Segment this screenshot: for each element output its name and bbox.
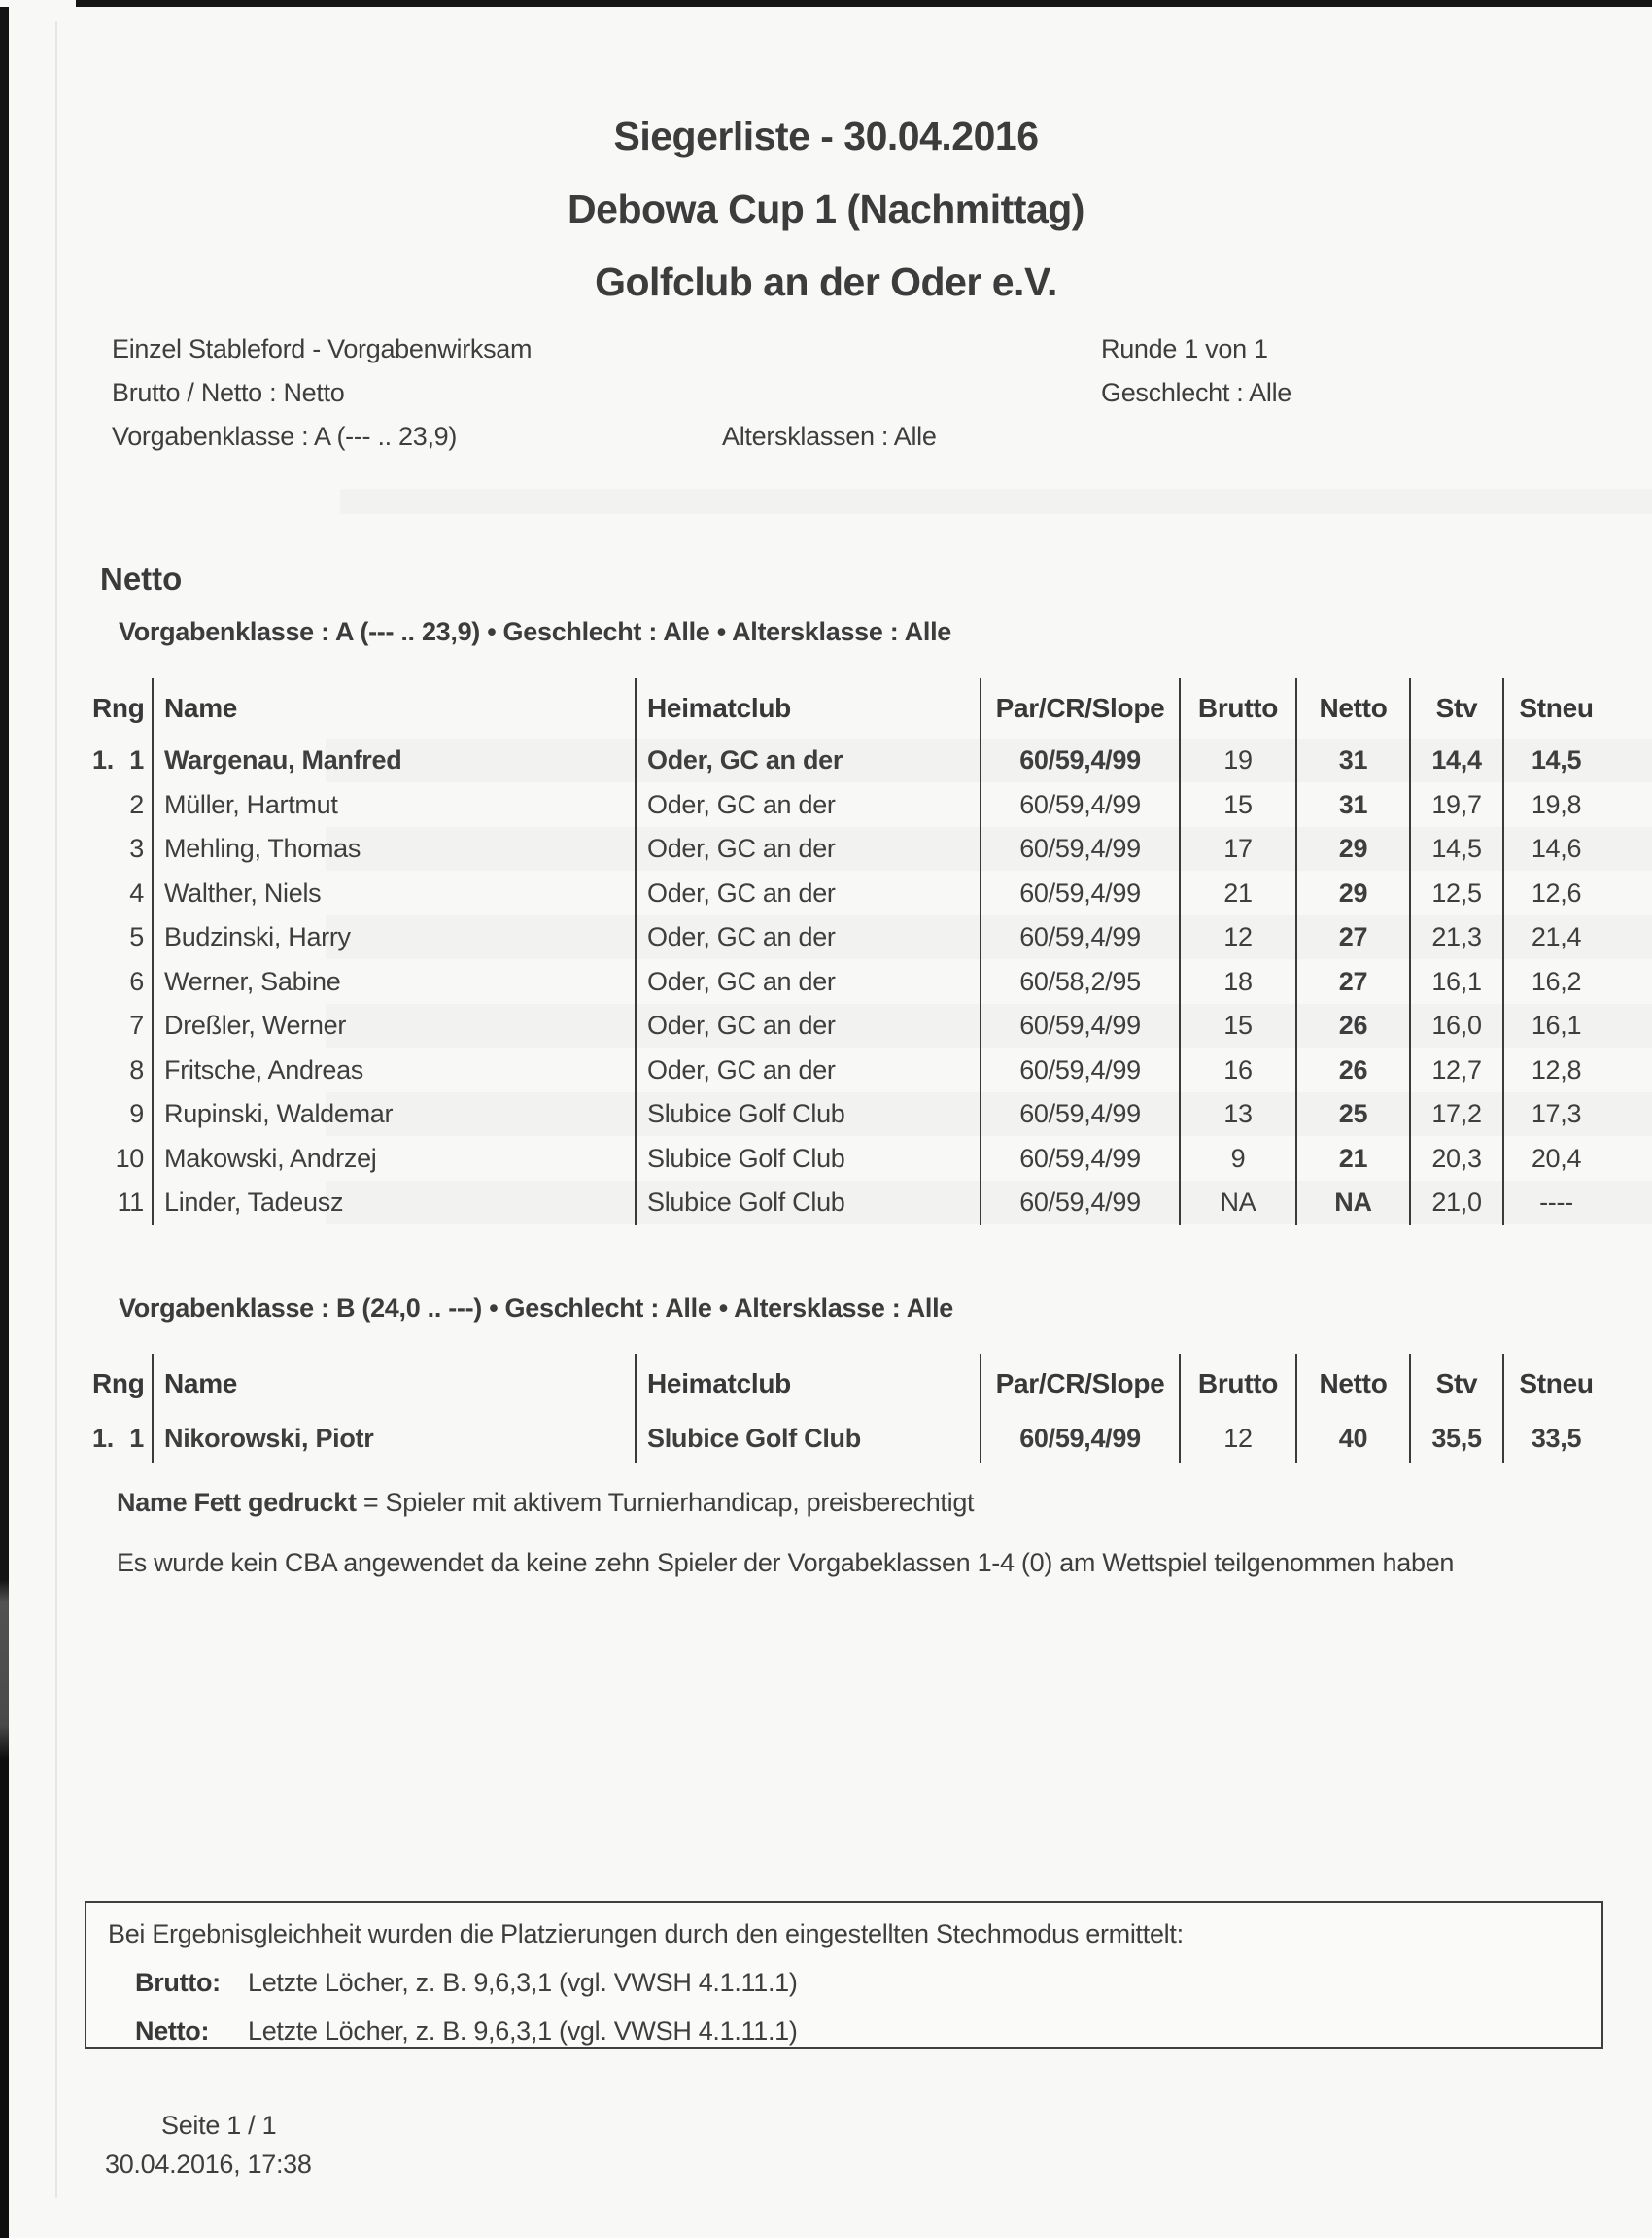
footnote-rest: = Spieler mit aktivem Turnierhandicap, preisberechtigt: [356, 1488, 975, 1517]
runde: Runde 1 von 1: [1101, 334, 1268, 363]
cell-name: Walther, Niels: [154, 872, 637, 916]
cell-brutto: 15: [1181, 1004, 1297, 1049]
cell-netto: 27: [1297, 915, 1411, 960]
cell-stneu: 14,6: [1531, 834, 1582, 864]
page-title: Siegerliste - 30.04.2016: [613, 114, 1039, 158]
cell-pos: 1.: [92, 745, 114, 775]
cell-club: Oder, GC an der: [637, 783, 981, 828]
cell-stneu: 33,5: [1531, 1423, 1582, 1453]
vorgabenklasse: Vorgabenklasse : A (--- .. 23,9): [112, 422, 458, 451]
tiebreak-netto-label: Netto:: [135, 2016, 210, 2046]
cell-stv: 35,5: [1411, 1414, 1504, 1463]
column-header-netto: Netto: [1297, 678, 1411, 739]
cell-rank: 7: [129, 1011, 144, 1041]
cell-par: 60/59,4/99: [981, 1004, 1181, 1049]
cell-name: Makowski, Andrzej: [154, 1137, 637, 1182]
cell-rng: [86, 915, 154, 960]
column-header-name: Name: [154, 678, 637, 739]
cell-name: Nikorowski, Piotr: [154, 1414, 637, 1463]
cell-stneu: 19,8: [1531, 789, 1582, 819]
cell-stv: 21,3: [1411, 915, 1504, 960]
cell-par: 60/59,4/99: [981, 827, 1181, 872]
cell-par: 60/59,4/99: [981, 1137, 1181, 1182]
column-header-stv: Stv: [1411, 1354, 1504, 1414]
meta-right-column: [1101, 327, 1291, 415]
playing-mode: Einzel Stableford - Vorgabenwirksam: [112, 334, 533, 363]
cell-club: Slubice Golf Club: [637, 1137, 981, 1182]
cell-par: 60/59,4/99: [981, 872, 1181, 916]
column-header-name: Name: [154, 1354, 637, 1414]
results-table-class-a: [86, 678, 1608, 1225]
tiebreak-brutto-text: Letzte Löcher, z. B. 9,6,3,1 (vgl. VWSH 4.1.11.1): [248, 1968, 798, 1997]
cell-par: 60/59,4/99: [981, 1181, 1181, 1225]
column-header-netto: Netto: [1297, 1354, 1411, 1414]
cell-club: Oder, GC an der: [637, 739, 981, 783]
cell-brutto: 18: [1181, 960, 1297, 1005]
column-header-heimatclub: Heimatclub: [637, 1354, 981, 1414]
print-datetime: 30.04.2016, 17:38: [105, 2150, 312, 2179]
cell-rank: 11: [117, 1188, 144, 1218]
cell-club: Slubice Golf Club: [637, 1414, 981, 1463]
geschlecht: Geschlecht : Alle: [1101, 378, 1292, 407]
footnote-bold-part: Name Fett gedruckt: [117, 1488, 357, 1517]
cell-pos: 1.: [92, 1423, 114, 1453]
cell-rank: 8: [129, 1054, 144, 1085]
cell-stneu: 14,5: [1531, 745, 1582, 775]
scan-edge-left: [0, 7, 9, 2238]
cell-stv: 21,0: [1411, 1181, 1504, 1225]
altersklassen: Altersklassen : Alle: [722, 422, 937, 451]
cell-stv: 12,5: [1411, 872, 1504, 916]
tiebreak-intro: Bei Ergebnisgleichheit wurden die Platzierungen durch den eingestellten Stechmodus ermittelt:: [108, 1919, 1184, 1948]
cell-stneu: ----: [1539, 1188, 1573, 1218]
cell-rng: [86, 1181, 154, 1225]
cell-stneu: 21,4: [1531, 922, 1582, 952]
cell-name: Werner, Sabine: [154, 960, 637, 1005]
column-header-heimatclub: Heimatclub: [637, 678, 981, 739]
column-header-par-cr-slope: Par/CR/Slope: [981, 678, 1181, 739]
cell-name: Budzinski, Harry: [154, 915, 637, 960]
cell-stneu: 12,8: [1531, 1054, 1582, 1085]
results-table-class-b: [86, 1354, 1608, 1463]
column-header-stneu: Stneu: [1519, 693, 1594, 723]
brutto-netto: Brutto / Netto : Netto: [112, 378, 345, 407]
cell-name: Linder, Tadeusz: [154, 1181, 637, 1225]
cell-brutto: 12: [1181, 1414, 1297, 1463]
cell-name: Rupinski, Waldemar: [154, 1092, 637, 1137]
cell-club: Oder, GC an der: [637, 1004, 981, 1049]
cell-club: Slubice Golf Club: [637, 1181, 981, 1225]
tiebreak-brutto-label: Brutto:: [135, 1968, 221, 1997]
cell-brutto: NA: [1181, 1181, 1297, 1225]
cell-club: Oder, GC an der: [637, 1049, 981, 1093]
cell-rng: [86, 1004, 154, 1049]
tiebreak-box: [85, 1901, 1603, 2049]
cell-brutto: 9: [1181, 1137, 1297, 1182]
cell-rng: [86, 872, 154, 916]
cell-club: Oder, GC an der: [637, 960, 981, 1005]
cell-stv: 14,5: [1411, 827, 1504, 872]
cell-stneu: 16,2: [1531, 966, 1582, 996]
cell-stneu: 17,3: [1531, 1099, 1582, 1129]
cell-rng: [86, 1049, 154, 1093]
cell-stv: 19,7: [1411, 783, 1504, 828]
paper-edge-shadow: [55, 21, 57, 2198]
cell-name: Wargenau, Manfred: [154, 739, 637, 783]
cell-netto: 25: [1297, 1092, 1411, 1137]
cell-name: Dreßler, Werner: [154, 1004, 637, 1049]
cell-rank: 3: [129, 834, 144, 864]
cba-note: Es wurde kein CBA angewendet da keine zehn Spieler der Vorgabeklassen 1-4 (0) am Wettspiel teilgenommen haben: [117, 1548, 1455, 1577]
page-number: Seite 1 / 1: [161, 2111, 277, 2140]
cell-name: Fritsche, Andreas: [154, 1049, 637, 1093]
cell-netto: 40: [1297, 1414, 1411, 1463]
cell-club: Oder, GC an der: [637, 827, 981, 872]
column-header-brutto: Brutto: [1181, 678, 1297, 739]
cell-rank: 1: [129, 1423, 144, 1453]
cell-par: 60/59,4/99: [981, 915, 1181, 960]
column-header-brutto: Brutto: [1181, 1354, 1297, 1414]
cell-rng: [86, 960, 154, 1005]
document-header: [0, 100, 1652, 319]
cell-club: Oder, GC an der: [637, 872, 981, 916]
cell-rng: [86, 783, 154, 828]
tournament-name: Debowa Cup 1 (Nachmittag): [568, 187, 1084, 231]
cell-rank: 10: [115, 1143, 144, 1173]
cell-par: 60/59,4/99: [981, 1049, 1181, 1093]
cell-stv: 20,3: [1411, 1137, 1504, 1182]
cell-netto: NA: [1297, 1181, 1411, 1225]
scan-edge-top: [76, 0, 1652, 7]
cell-stv: 16,1: [1411, 960, 1504, 1005]
cell-rank: 9: [129, 1099, 144, 1129]
column-header-par-cr-slope: Par/CR/Slope: [981, 1354, 1181, 1414]
column-header-stneu: Stneu: [1519, 1368, 1594, 1398]
cell-brutto: 15: [1181, 783, 1297, 828]
cell-par: 60/59,4/99: [981, 1414, 1181, 1463]
cell-stv: 16,0: [1411, 1004, 1504, 1049]
cell-netto: 21: [1297, 1137, 1411, 1182]
tiebreak-brutto-row: [108, 1958, 1601, 2007]
club-name: Golfclub an der Oder e.V.: [595, 259, 1057, 304]
cell-par: 60/59,4/99: [981, 739, 1181, 783]
cell-rank: 2: [129, 789, 144, 819]
cell-rank: 6: [129, 966, 144, 996]
cell-par: 60/59,4/99: [981, 783, 1181, 828]
cell-netto: 29: [1297, 827, 1411, 872]
cell-name: Müller, Hartmut: [154, 783, 637, 828]
cell-netto: 31: [1297, 783, 1411, 828]
meta-left-column: [112, 327, 532, 459]
cell-par: 60/58,2/95: [981, 960, 1181, 1005]
tiebreak-netto-text: Letzte Löcher, z. B. 9,6,3,1 (vgl. VWSH 4.1.11.1): [248, 2016, 798, 2046]
scan-artifact: [340, 489, 1652, 514]
cell-netto: 31: [1297, 739, 1411, 783]
cell-brutto: 12: [1181, 915, 1297, 960]
cell-brutto: 16: [1181, 1049, 1297, 1093]
cell-netto: 27: [1297, 960, 1411, 1005]
cell-brutto: 19: [1181, 739, 1297, 783]
cell-club: Oder, GC an der: [637, 915, 981, 960]
cell-rng: [86, 1137, 154, 1182]
cell-name: Mehling, Thomas: [154, 827, 637, 872]
cell-rng: [86, 739, 154, 783]
cell-stneu: 20,4: [1531, 1143, 1582, 1173]
cell-stv: 14,4: [1411, 739, 1504, 783]
cell-stv: 17,2: [1411, 1092, 1504, 1137]
bold-name-footnote: [117, 1481, 974, 1525]
cell-rng: [86, 1092, 154, 1137]
cell-rank: 5: [129, 922, 144, 952]
cell-netto: 26: [1297, 1049, 1411, 1093]
cell-rng: [86, 1414, 154, 1463]
cell-rank: 4: [129, 878, 144, 908]
cell-stv: 12,7: [1411, 1049, 1504, 1093]
cell-netto: 29: [1297, 872, 1411, 916]
tiebreak-netto-row: [108, 2007, 1601, 2055]
cell-stneu: 12,6: [1531, 878, 1582, 908]
cell-brutto: 21: [1181, 872, 1297, 916]
cell-brutto: 17: [1181, 827, 1297, 872]
class-b-subtitle: Vorgabenklasse : B (24,0 .. ---) • Geschlecht : Alle • Altersklasse : Alle: [119, 1293, 954, 1323]
column-header-rng: Rng: [86, 678, 154, 739]
cell-rng: [86, 827, 154, 872]
class-a-subtitle: Vorgabenklasse : A (--- .. 23,9) • Geschlecht : Alle • Altersklasse : Alle: [119, 617, 952, 646]
column-header-rng: Rng: [86, 1354, 154, 1414]
cell-netto: 26: [1297, 1004, 1411, 1049]
column-header-stv: Stv: [1411, 678, 1504, 739]
cell-stneu: 16,1: [1531, 1011, 1582, 1041]
cell-club: Slubice Golf Club: [637, 1092, 981, 1137]
cell-brutto: 13: [1181, 1092, 1297, 1137]
section-heading-netto: Netto: [100, 561, 183, 597]
cell-par: 60/59,4/99: [981, 1092, 1181, 1137]
cell-rank: 1: [129, 745, 144, 775]
